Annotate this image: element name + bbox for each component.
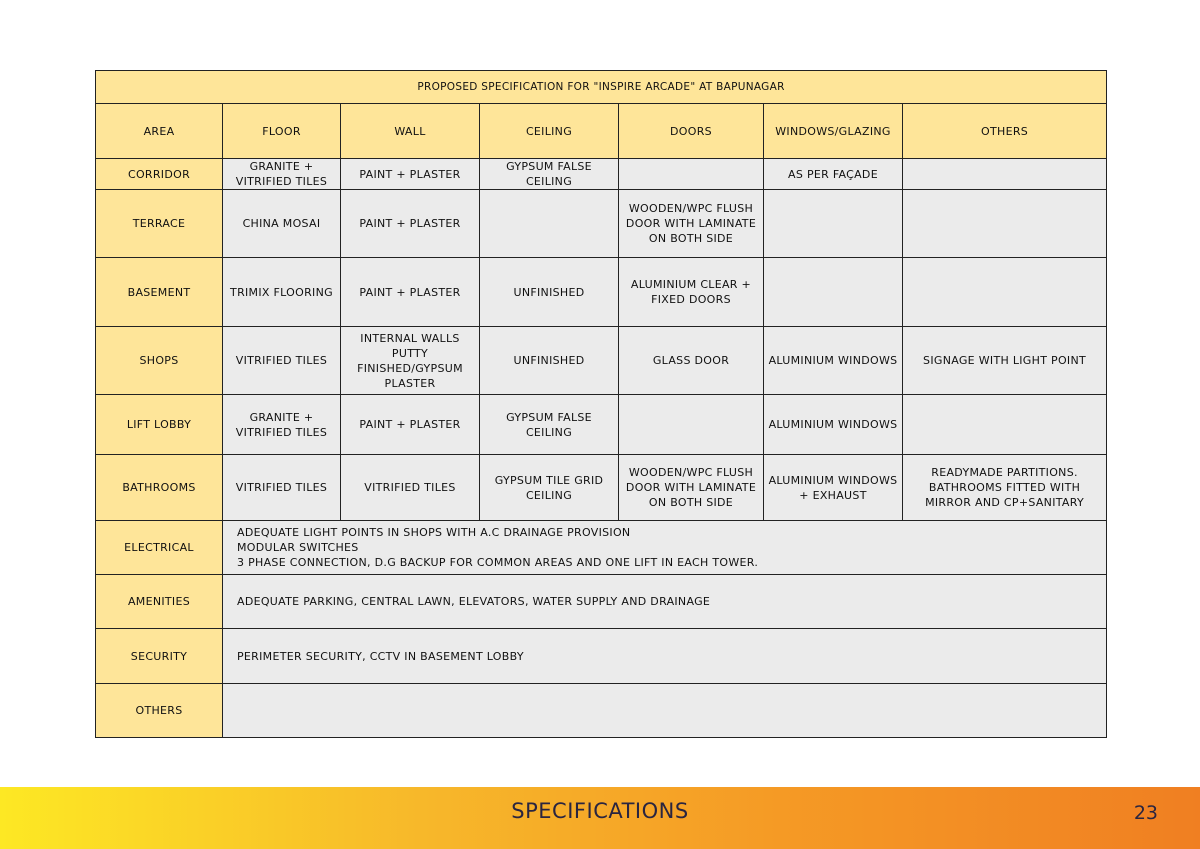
ceiling-cell: UNFINISHED: [480, 327, 619, 395]
header-others: OTHERS: [903, 104, 1107, 159]
footer-banner: [0, 787, 1200, 849]
table-row: [96, 395, 1107, 455]
table-row: [96, 159, 1107, 190]
electrical-label: ELECTRICAL: [96, 521, 223, 575]
table-row: [96, 455, 1107, 521]
wall-cell: PAINT + PLASTER: [341, 159, 480, 190]
windows-cell: [764, 258, 903, 327]
amenities-row: [96, 575, 1107, 629]
doors-cell: [619, 159, 764, 190]
floor-cell: CHINA MOSAI: [223, 190, 341, 258]
security-details: PERIMETER SECURITY, CCTV IN BASEMENT LOBBY: [223, 629, 1107, 684]
doors-cell: WOODEN/WPC FLUSH DOOR WITH LAMINATE ON BOTH SIDE: [619, 455, 764, 521]
others-cell: [903, 159, 1107, 190]
table-header-row: [96, 104, 1107, 159]
security-row: [96, 629, 1107, 684]
doors-cell: GLASS DOOR: [619, 327, 764, 395]
ceiling-cell: GYPSUM TILE GRID CEILING: [480, 455, 619, 521]
table-row: [96, 190, 1107, 258]
electrical-row: [96, 521, 1107, 575]
row-area-label: LIFT LOBBY: [96, 395, 223, 455]
header-floor: FLOOR: [223, 104, 341, 159]
others-cell: [903, 258, 1107, 327]
header-area: AREA: [96, 104, 223, 159]
others-cell: [903, 395, 1107, 455]
table-title: PROPOSED SPECIFICATION FOR "INSPIRE ARCADE" AT BAPUNAGAR: [96, 71, 1107, 104]
wall-cell: PAINT + PLASTER: [341, 395, 480, 455]
table-row: [96, 258, 1107, 327]
row-area-label: BASEMENT: [96, 258, 223, 327]
ceiling-cell: GYPSUM FALSE CEILING: [480, 159, 619, 190]
ceiling-cell: UNFINISHED: [480, 258, 619, 327]
floor-cell: TRIMIX FLOORING: [223, 258, 341, 327]
wall-cell: PAINT + PLASTER: [341, 190, 480, 258]
row-area-label: SHOPS: [96, 327, 223, 395]
wall-cell: INTERNAL WALLS PUTTY FINISHED/GYPSUM PLASTER: [341, 327, 480, 395]
floor-cell: GRANITE + VITRIFIED TILES: [223, 395, 341, 455]
page-number: 23: [1133, 802, 1158, 824]
floor-cell: GRANITE + VITRIFIED TILES: [223, 159, 341, 190]
amenities-label: AMENITIES: [96, 575, 223, 629]
security-label: SECURITY: [96, 629, 223, 684]
others-details: [223, 684, 1107, 738]
footer-title: SPECIFICATIONS: [511, 799, 689, 823]
floor-cell: VITRIFIED TILES: [223, 455, 341, 521]
windows-cell: ALUMINIUM WINDOWS: [764, 327, 903, 395]
windows-cell: [764, 190, 903, 258]
row-area-label: CORRIDOR: [96, 159, 223, 190]
electrical-details: [223, 521, 1107, 575]
others-row: [96, 684, 1107, 738]
doors-cell: ALUMINIUM CLEAR + FIXED DOORS: [619, 258, 764, 327]
electrical-line: 3 PHASE CONNECTION, D.G BACKUP FOR COMMON AREAS AND ONE LIFT IN EACH TOWER.: [237, 556, 759, 569]
electrical-line: MODULAR SWITCHES: [237, 541, 359, 554]
table-row: [96, 327, 1107, 395]
row-area-label: BATHROOMS: [96, 455, 223, 521]
windows-cell: ALUMINIUM WINDOWS + EXHAUST: [764, 455, 903, 521]
others-cell: SIGNAGE WITH LIGHT POINT: [903, 327, 1107, 395]
doors-cell: [619, 395, 764, 455]
specification-table: [95, 70, 1107, 738]
header-doors: DOORS: [619, 104, 764, 159]
wall-cell: VITRIFIED TILES: [341, 455, 480, 521]
ceiling-cell: [480, 190, 619, 258]
ceiling-cell: GYPSUM FALSE CEILING: [480, 395, 619, 455]
amenities-details: ADEQUATE PARKING, CENTRAL LAWN, ELEVATORS, WATER SUPPLY AND DRAINAGE: [223, 575, 1107, 629]
floor-cell: VITRIFIED TILES: [223, 327, 341, 395]
header-ceiling: CEILING: [480, 104, 619, 159]
table-title-row: [96, 71, 1107, 104]
header-wall: WALL: [341, 104, 480, 159]
others-label: OTHERS: [96, 684, 223, 738]
others-cell: [903, 190, 1107, 258]
doors-cell: WOODEN/WPC FLUSH DOOR WITH LAMINATE ON BOTH SIDE: [619, 190, 764, 258]
row-area-label: TERRACE: [96, 190, 223, 258]
electrical-line: ADEQUATE LIGHT POINTS IN SHOPS WITH A.C DRAINAGE PROVISION: [237, 526, 631, 539]
windows-cell: AS PER FAÇADE: [764, 159, 903, 190]
header-windows: WINDOWS/GLAZING: [764, 104, 903, 159]
wall-cell: PAINT + PLASTER: [341, 258, 480, 327]
windows-cell: ALUMINIUM WINDOWS: [764, 395, 903, 455]
others-cell: READYMADE PARTITIONS. BATHROOMS FITTED WITH MIRROR AND CP+SANITARY: [903, 455, 1107, 521]
